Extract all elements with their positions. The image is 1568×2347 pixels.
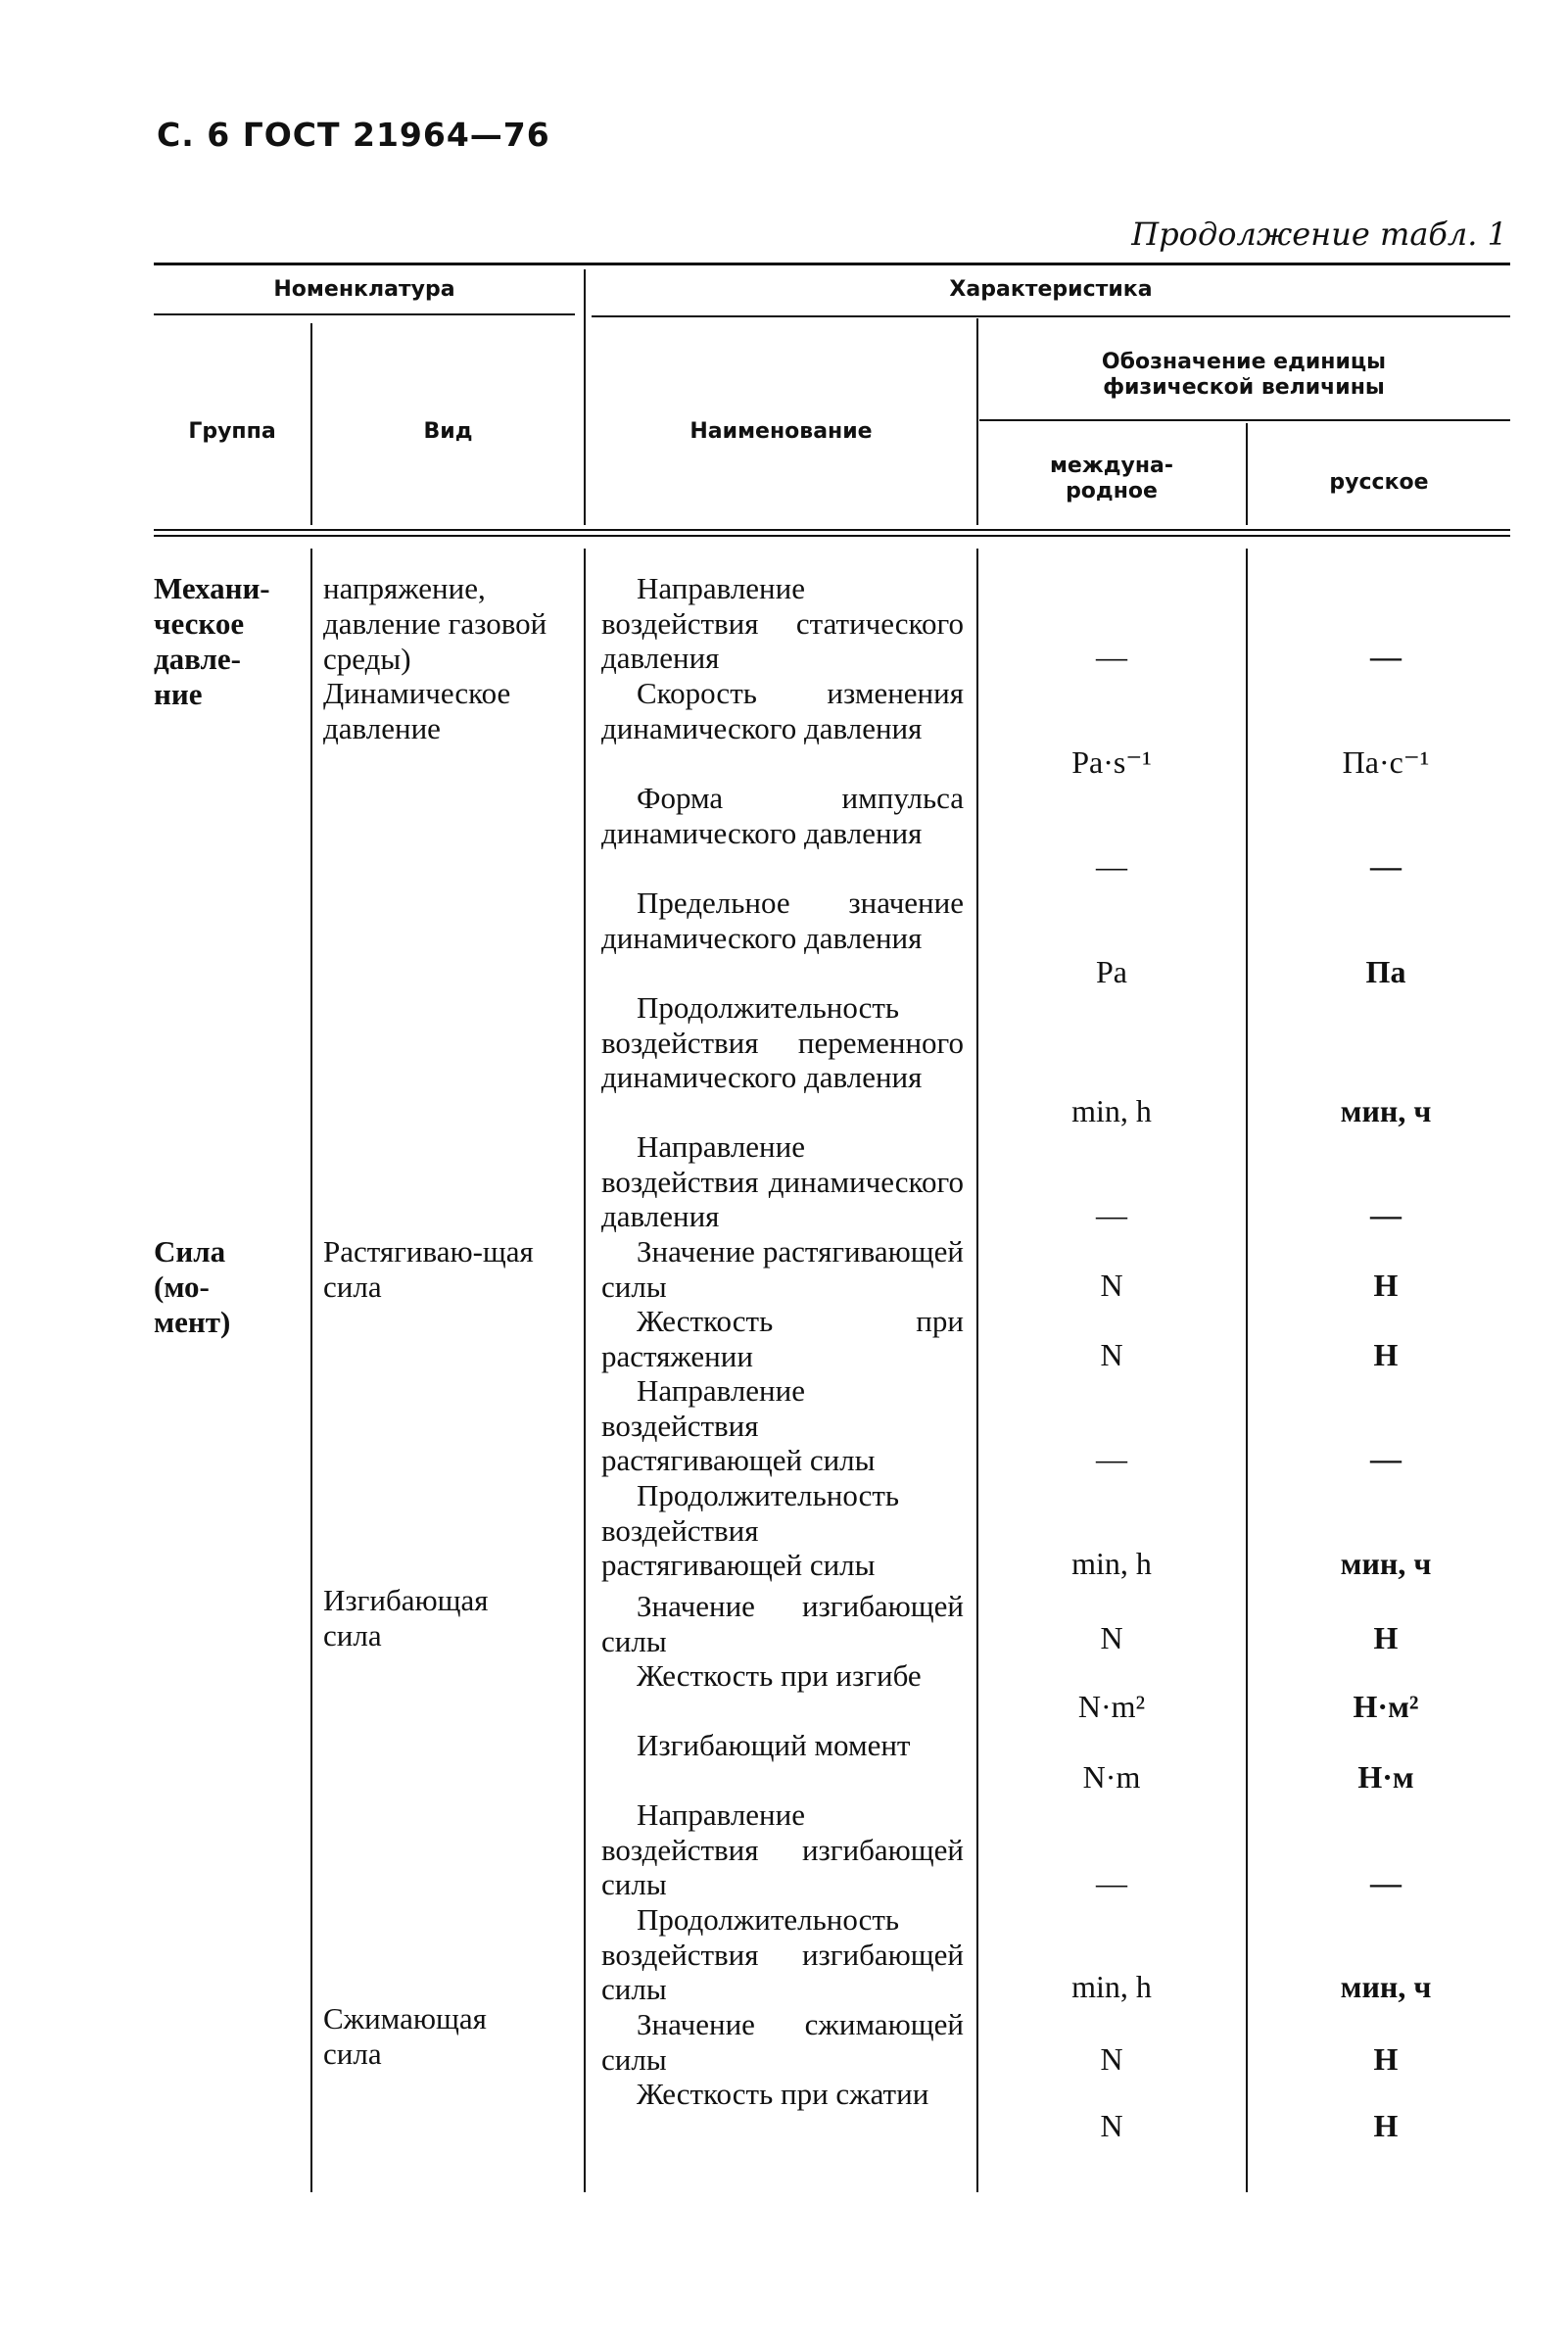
parameter-name: Значение сжимающей силы	[601, 2007, 972, 2077]
unit-russian: Н	[1373, 1337, 1399, 1372]
parameter-name: Направление воздействия изгибающей силы	[601, 1797, 972, 1902]
table-continuation-label: Продолжение табл. 1	[1131, 216, 1507, 253]
nomenclature-underline	[154, 313, 575, 315]
unit-russian: —	[1370, 1865, 1402, 1900]
unit-international: Pa·s⁻¹	[1071, 744, 1152, 780]
parameter-name: Жесткость при изгибе	[637, 1658, 922, 1693]
unit-russian: мин, ч	[1340, 1969, 1432, 2004]
parameter-name: Изгибающий момент	[637, 1728, 911, 1762]
unit-russian: Н·м²	[1353, 1689, 1419, 1724]
parameter-name: Предельное значение динамического давления	[601, 886, 972, 955]
header-name: Наименование	[689, 419, 873, 444]
unit-international: min, h	[1071, 1969, 1152, 2004]
parameter-name: Направление воздействия статического давления	[601, 571, 972, 676]
header-bottom-rule-2	[154, 535, 1510, 537]
parameter-name: Продолжительность воздействия изгибающей силы	[601, 1902, 972, 2007]
unit-international: min, h	[1071, 1093, 1152, 1128]
parameter-name: Направление воздействия растягивающей силы	[601, 1373, 876, 1478]
parameter-name: Скорость изменения динамического давления	[601, 676, 972, 745]
kind-cell: Растягиваю-щая сила	[323, 1234, 534, 1304]
characteristic-underline	[592, 315, 1510, 317]
header-kind: Вид	[423, 419, 473, 444]
unit-international: —	[1096, 1441, 1127, 1476]
group-cell: Сила (мо-мент)	[154, 1234, 231, 1339]
parameter-name: Направление воздействия динамического давления	[601, 1129, 972, 1234]
header-nomenclature: Номенклатура	[273, 277, 455, 302]
unit-international: N	[1100, 2108, 1123, 2143]
parameter-name: Продолжительность воздействия переменного динамического давления	[601, 990, 972, 1095]
col-divider-group-kind-body	[310, 549, 312, 2192]
unit-russian: Н·м	[1357, 1759, 1414, 1795]
header-unit-designation: Обозначение единицы физической величины	[1101, 350, 1387, 400]
unit-russian: Н	[1373, 2041, 1399, 2077]
page-header: С. 6 ГОСТ 21964—76	[157, 116, 550, 154]
col-divider-name-intl	[976, 318, 978, 525]
parameter-name: Значение растягивающей силы	[601, 1234, 972, 1304]
header-characteristic: Характеристика	[949, 277, 1153, 302]
unit-international: N	[1100, 1620, 1123, 1655]
unit-underline	[979, 419, 1510, 421]
parameter-name: Жесткость при сжатии	[637, 2077, 929, 2111]
unit-russian: Н	[1373, 2108, 1399, 2143]
unit-international: min, h	[1071, 1546, 1152, 1581]
header-russian: русское	[1329, 470, 1429, 495]
group-cell: Механи-ческое давле-ние	[154, 571, 270, 711]
unit-russian: Па·с⁻¹	[1342, 744, 1430, 780]
unit-russian: —	[1370, 848, 1402, 884]
parameter-name: Значение изгибающей силы	[601, 1589, 972, 1658]
unit-international: —	[1096, 1865, 1127, 1900]
header-group: Группа	[188, 419, 276, 444]
header-international: междуна-родное	[1049, 454, 1174, 503]
unit-russian: —	[1370, 639, 1402, 674]
col-divider-name-intl-body	[976, 549, 978, 2192]
col-divider-intl-rus-body	[1246, 549, 1248, 2192]
unit-russian: —	[1370, 1197, 1402, 1232]
unit-international: —	[1096, 1197, 1127, 1232]
kind-cell: Изгибающая сила	[323, 1583, 489, 1652]
parameter-name: Форма импульса динамического давления	[601, 781, 972, 850]
unit-international: N	[1100, 1337, 1123, 1372]
parameter-name: Жесткость при растяжении	[601, 1304, 972, 1373]
kind-cell: напряжение, давление газовой среды)	[323, 571, 547, 676]
unit-international: —	[1096, 639, 1127, 674]
unit-international: —	[1096, 848, 1127, 884]
kind-cell: Динамическое давление	[323, 676, 511, 745]
unit-russian: мин, ч	[1340, 1546, 1432, 1581]
unit-russian: Па	[1365, 954, 1406, 989]
unit-russian: мин, ч	[1340, 1093, 1432, 1128]
unit-russian: —	[1370, 1441, 1402, 1476]
unit-international: N	[1100, 2041, 1123, 2077]
unit-russian: Н	[1373, 1620, 1399, 1655]
col-divider-kind-name	[584, 269, 586, 525]
unit-international: N·m²	[1077, 1689, 1146, 1724]
unit-international: N·m	[1082, 1759, 1141, 1795]
parameter-name: Продолжительность воздействия растягивающей силы	[601, 1478, 907, 1583]
kind-cell: Сжимающая сила	[323, 2001, 487, 2071]
unit-russian: Н	[1373, 1268, 1399, 1303]
header-bottom-rule	[154, 529, 1510, 531]
col-divider-kind-name-body	[584, 549, 586, 2192]
unit-international: Pa	[1096, 954, 1127, 989]
unit-international: N	[1100, 1268, 1123, 1303]
table-top-rule	[154, 263, 1510, 265]
